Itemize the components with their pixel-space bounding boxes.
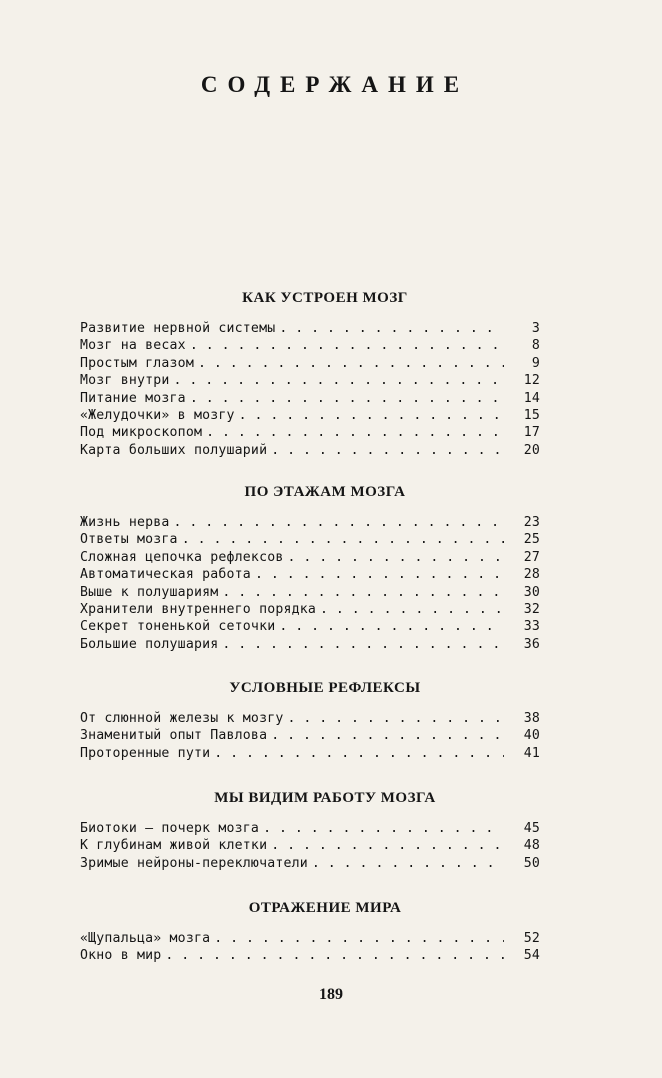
- dot-leader: [263, 821, 504, 836]
- toc-section: [80, 680, 540, 763]
- toc-entry: [80, 391, 540, 408]
- entry-page-number: 12: [523, 373, 540, 389]
- entry-page-number: 28: [523, 567, 540, 583]
- toc-entry: [80, 356, 540, 373]
- entry-page-number: 33: [523, 619, 540, 635]
- dot-leader: [174, 373, 504, 388]
- entry-page-number: 50: [523, 855, 540, 871]
- page-title: СОДЕРЖАНИЕ: [200, 72, 470, 97]
- toc-entry: [80, 637, 540, 654]
- entry-title: Под микроскопом: [80, 425, 203, 441]
- entry-title: Мозг на весах: [80, 338, 186, 354]
- entry-page-number: 38: [523, 711, 540, 726]
- dot-leader: [206, 425, 504, 440]
- entry-title: Биотоки — почерк мозга: [80, 821, 260, 836]
- dot-leader: [288, 550, 505, 565]
- toc-entry: [80, 373, 540, 390]
- entry-page-number: 32: [523, 601, 540, 617]
- entry-title: Зримые нейроны-переключатели: [80, 855, 308, 871]
- dot-leader: [312, 856, 504, 871]
- dot-leader: [320, 602, 504, 617]
- entry-title: Проторенные пути: [80, 745, 211, 761]
- entry-page-number: 52: [523, 931, 540, 946]
- entry-title: Ответы мозга: [80, 532, 178, 548]
- dot-leader: [214, 931, 504, 946]
- entry-title: Автоматическая работа: [80, 567, 251, 583]
- toc-entry: [80, 515, 540, 532]
- entry-page-number: 9: [531, 355, 540, 371]
- entry-title: Окно в мир: [80, 948, 162, 964]
- dot-leader: [288, 711, 505, 726]
- dot-leader: [165, 948, 504, 963]
- dot-leader: [222, 637, 504, 652]
- entry-page-number: 3: [531, 321, 540, 336]
- toc-entry: [80, 821, 540, 838]
- entry-page-number: 14: [523, 390, 540, 406]
- section-heading: ОТРАЖЕНИЕ МИРА: [248, 900, 402, 916]
- entry-title: Питание мозга: [80, 390, 186, 406]
- dot-leader: [271, 728, 504, 743]
- dot-leader: [214, 746, 504, 761]
- entry-page-number: 54: [523, 948, 540, 964]
- entry-title: Жизнь нерва: [80, 515, 170, 530]
- dot-leader: [279, 619, 504, 634]
- entry-page-number: 17: [523, 425, 540, 441]
- toc-entry: [80, 728, 540, 745]
- dot-leader: [198, 356, 504, 371]
- entry-title: Знаменитый опыт Павлова: [80, 728, 268, 744]
- toc-entry: [80, 585, 540, 602]
- toc-entry: [80, 619, 540, 636]
- section-heading: ПО ЭТАЖАМ МОЗГА: [244, 484, 406, 500]
- toc-entry: [80, 408, 540, 425]
- entry-page-number: 27: [523, 549, 540, 565]
- toc-entry: [80, 321, 540, 338]
- entry-page-number: 8: [531, 338, 540, 354]
- dot-leader: [279, 321, 504, 336]
- entry-page-number: 45: [523, 821, 540, 836]
- toc-entry: [80, 602, 540, 619]
- section-heading: МЫ ВИДИМ РАБОТУ МОЗГА: [214, 790, 436, 806]
- entry-title: Выше к полушариям: [80, 584, 219, 600]
- entry-title: Мозг внутри: [80, 373, 170, 389]
- toc-entry: [80, 948, 540, 965]
- entry-title: Хранители внутреннего порядка: [80, 601, 317, 617]
- toc-entry: [80, 746, 540, 763]
- toc-entry: [80, 838, 540, 855]
- entry-title: «Щупальца» мозга: [80, 931, 211, 946]
- entry-title: Большие полушария: [80, 636, 219, 652]
- entry-page-number: 30: [523, 584, 540, 600]
- section-heading: КАК УСТРОЕН МОЗГ: [242, 290, 408, 306]
- dot-leader: [271, 443, 504, 458]
- toc-section: [80, 790, 540, 873]
- entry-title: Простым глазом: [80, 355, 194, 371]
- dot-leader: [222, 585, 504, 600]
- section-heading: УСЛОВНЫЕ РЕФЛЕКСЫ: [229, 680, 421, 696]
- entry-title: К глубинам живой клетки: [80, 838, 268, 854]
- toc-entry: [80, 425, 540, 442]
- entry-page-number: 23: [523, 515, 540, 530]
- toc-entry: [80, 338, 540, 355]
- dot-leader: [239, 408, 504, 423]
- toc-section: [80, 290, 540, 460]
- entry-title: Карта больших полушарий: [80, 442, 268, 458]
- page-number: 189: [319, 986, 343, 1003]
- entry-title: Секрет тоненькой сеточки: [80, 619, 276, 635]
- dot-leader: [174, 515, 504, 530]
- toc-section: [80, 900, 540, 966]
- entry-page-number: 41: [523, 745, 540, 761]
- toc-section: [80, 484, 540, 654]
- entry-title: «Желудочки» в мозгу: [80, 407, 235, 423]
- toc-entry: [80, 856, 540, 873]
- toc-entry: [80, 711, 540, 728]
- toc-entry: [80, 443, 540, 460]
- entry-page-number: 15: [523, 407, 540, 423]
- toc-entry: [80, 567, 540, 584]
- toc-entry: [80, 550, 540, 567]
- dot-leader: [255, 567, 504, 582]
- toc-entry: [80, 532, 540, 549]
- entry-title: От слюнной железы к мозгу: [80, 711, 284, 726]
- dot-leader: [271, 838, 504, 853]
- entry-title: Сложная цепочка рефлексов: [80, 549, 284, 565]
- dot-leader: [190, 391, 504, 406]
- entry-page-number: 48: [523, 838, 540, 854]
- dot-leader: [190, 338, 504, 353]
- entry-page-number: 40: [523, 728, 540, 744]
- toc-entry: [80, 931, 540, 948]
- entry-page-number: 36: [523, 636, 540, 652]
- entry-title: Развитие нервной системы: [80, 321, 276, 336]
- entry-page-number: 20: [523, 442, 540, 458]
- dot-leader: [182, 532, 504, 547]
- entry-page-number: 25: [523, 532, 540, 548]
